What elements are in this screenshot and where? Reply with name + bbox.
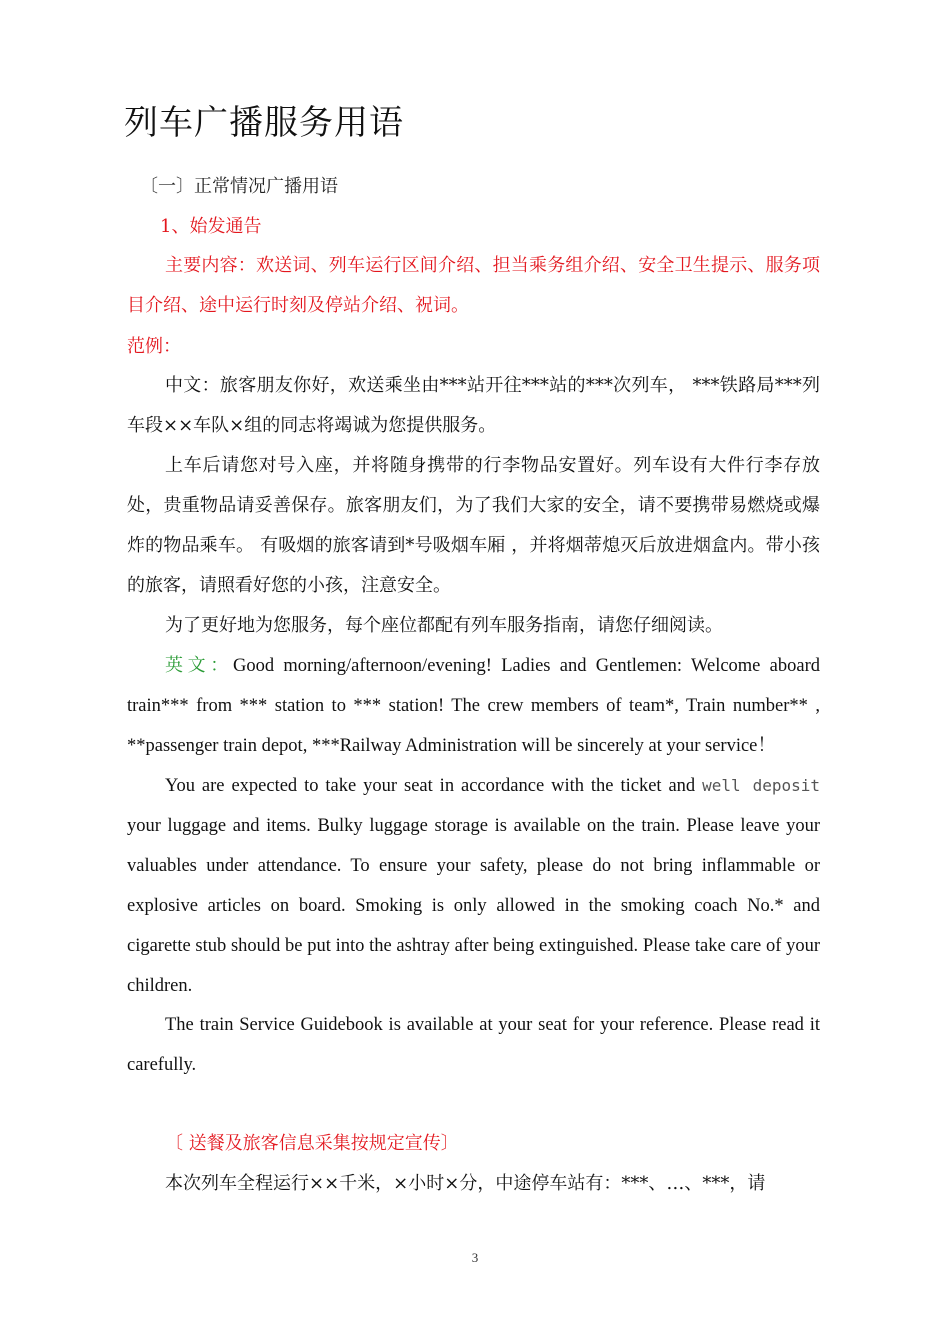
english-label: 英文： — [165, 655, 233, 676]
chinese-paragraph-safety: 上车后请您对号入座，并将随身携带的行李物品安置好。列车设有大件行李存放处，贵重物品请妥善保存。旅客朋友们，为了我们大家的安全，请不要携带易燃烧或爆炸的物品乘车。 有吸烟的旅客请到*号吸烟车厢 ，并将烟蒂熄灭后放进烟盒内。带小孩的旅客，请照看好您的小孩，注意安全。 — [127, 455, 820, 596]
english-paragraph-guide: The train Service Guidebook is available at your seat for your reference. Please read it carefully. — [127, 1015, 820, 1075]
english-safety-mono-text: well deposit — [702, 776, 821, 795]
page-number: 3 — [471, 1250, 479, 1265]
document-title: 列车广播服务用语 — [124, 103, 404, 143]
english-paragraph-safety — [127, 766, 820, 1006]
english-welcome-text: Good morning/afternoon/evening! Ladies and Gentlemen: Welcome aboard train*** from *** station to *** station! The crew members of team*, Train number** , **passenger train depot, ***Railway Administration will be sincerely at your service！ — [127, 656, 821, 756]
section-heading: 〔一〕正常情况广播用语 — [140, 176, 338, 197]
chinese-paragraph-guide: 为了更好地为您服务，每个座位都配有列车服务指南，请您仔细阅读。 — [165, 615, 723, 636]
subheading-departure-notice: 1、始发通告 — [160, 216, 262, 237]
english-paragraph-welcome — [127, 646, 820, 766]
meal-info-heading: 〔 送餐及旅客信息采集按规定宣传〕 — [165, 1133, 459, 1154]
example-label: 范例： — [127, 336, 181, 357]
english-safety-text-b: your luggage and items. Bulky luggage storage is available on the train. Please leave your valuables under attendance. To ensure your safety, please do not bring inflammable or explosive articles on board. Smoking is only allowed in the smoking coach No.* and cigarette stub should be put into the ashtray after being extinguished. Please take care of your children. — [127, 816, 820, 996]
main-content-paragraph: 主要内容：欢送词、列车运行区间介绍、担当乘务组介绍、安全卫生提示、服务项目介绍、途中运行时刻及停站介绍、祝词。 — [127, 255, 820, 316]
chinese-paragraph-welcome: 中文：旅客朋友你好，欢送乘坐由***站开往***站的***次列车， ***铁路局***列车段××车队×组的同志将竭诚为您提供服务。 — [127, 375, 820, 436]
chinese-paragraph-route: 本次列车全程运行××千米，×小时×分，中途停车站有：***、…、***，请 — [165, 1173, 766, 1194]
english-safety-text-a: You are expected to take your seat in accordance with the ticket and — [165, 776, 703, 796]
